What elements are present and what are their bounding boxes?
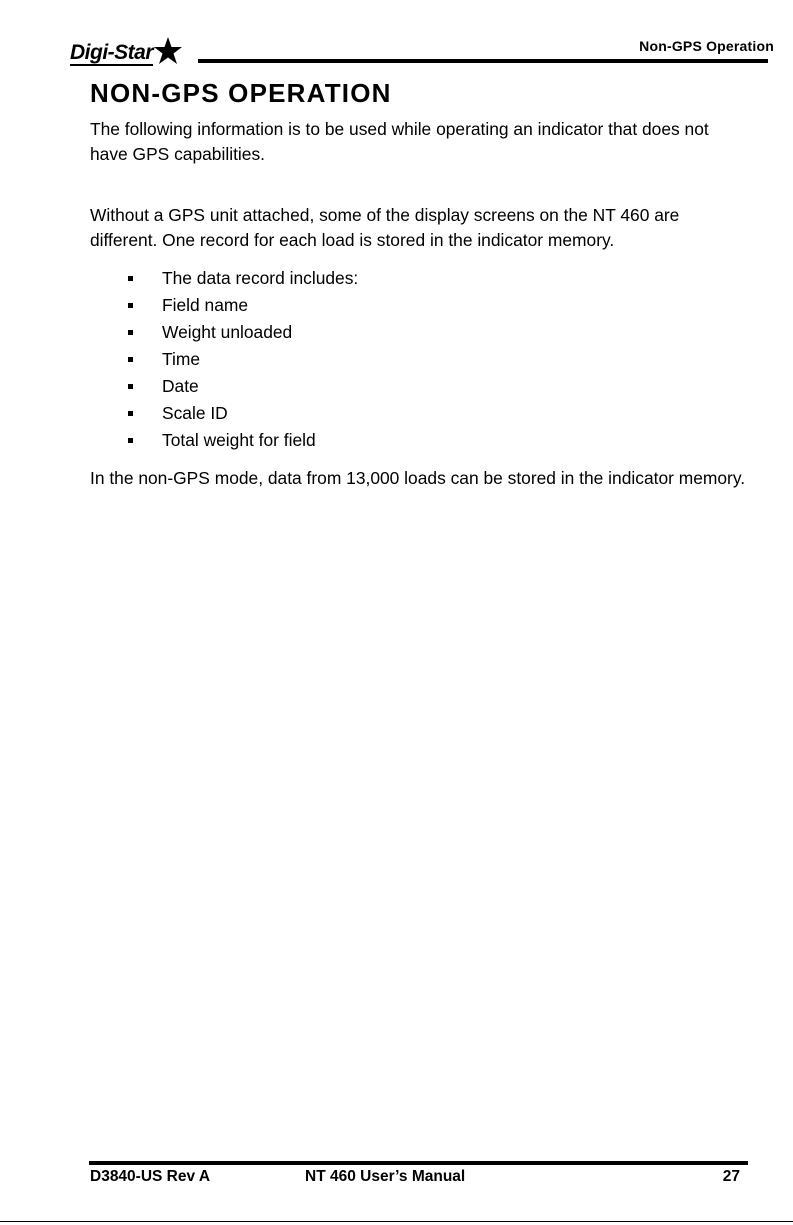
page-edge-line — [0, 1221, 793, 1222]
bullet-icon — [128, 438, 133, 443]
list-item-text: Time — [162, 349, 200, 369]
page-number: 27 — [722, 1168, 740, 1185]
list-item-text: Scale ID — [162, 403, 228, 423]
list-item-text: The data record includes: — [162, 268, 359, 288]
header-rule — [198, 59, 768, 63]
digi-star-logo — [70, 36, 183, 66]
list-item — [90, 346, 750, 373]
list-item-text: Field name — [162, 295, 249, 315]
list-item-text: Total weight for field — [162, 430, 316, 450]
bullet-icon — [128, 411, 133, 416]
list-item — [90, 319, 750, 346]
bullet-icon — [128, 384, 133, 389]
page-title: NON-GPS OPERATION — [90, 78, 392, 108]
list-item — [90, 427, 750, 454]
bullet-icon — [128, 276, 133, 281]
list-item — [90, 400, 750, 427]
page-footer — [90, 1166, 740, 1188]
manual-title: NT 460 User’s Manual — [305, 1168, 466, 1185]
star-icon — [151, 36, 183, 66]
logo-wordmark: Digi-Star — [70, 41, 154, 64]
footer-rule — [89, 1161, 748, 1165]
list-item — [90, 373, 750, 400]
bullet-icon — [128, 357, 133, 362]
list-item-text: Date — [162, 376, 199, 396]
list-item — [90, 292, 750, 319]
bullet-icon — [128, 330, 133, 335]
document-id: D3840-US Rev A — [90, 1168, 211, 1185]
bullet-icon — [128, 303, 133, 308]
record-paragraph: Without a GPS unit attached, some of the display screens on the NT 460 are different. One record for each load is stored in the indicator memory. — [90, 205, 680, 250]
main-content — [90, 117, 750, 491]
record-fields-list — [90, 265, 750, 454]
list-item — [90, 265, 750, 292]
page-header — [70, 34, 774, 68]
list-item-text: Weight unloaded — [162, 322, 293, 342]
closing-paragraph: In the non-GPS mode, data from 13,000 loads can be stored in the indicator memory. — [90, 468, 746, 488]
section-title: Non-GPS Operation — [639, 38, 774, 54]
intro-paragraph: The following information is to be used while operating an indicator that does not have GPS capabilities. — [90, 119, 709, 164]
